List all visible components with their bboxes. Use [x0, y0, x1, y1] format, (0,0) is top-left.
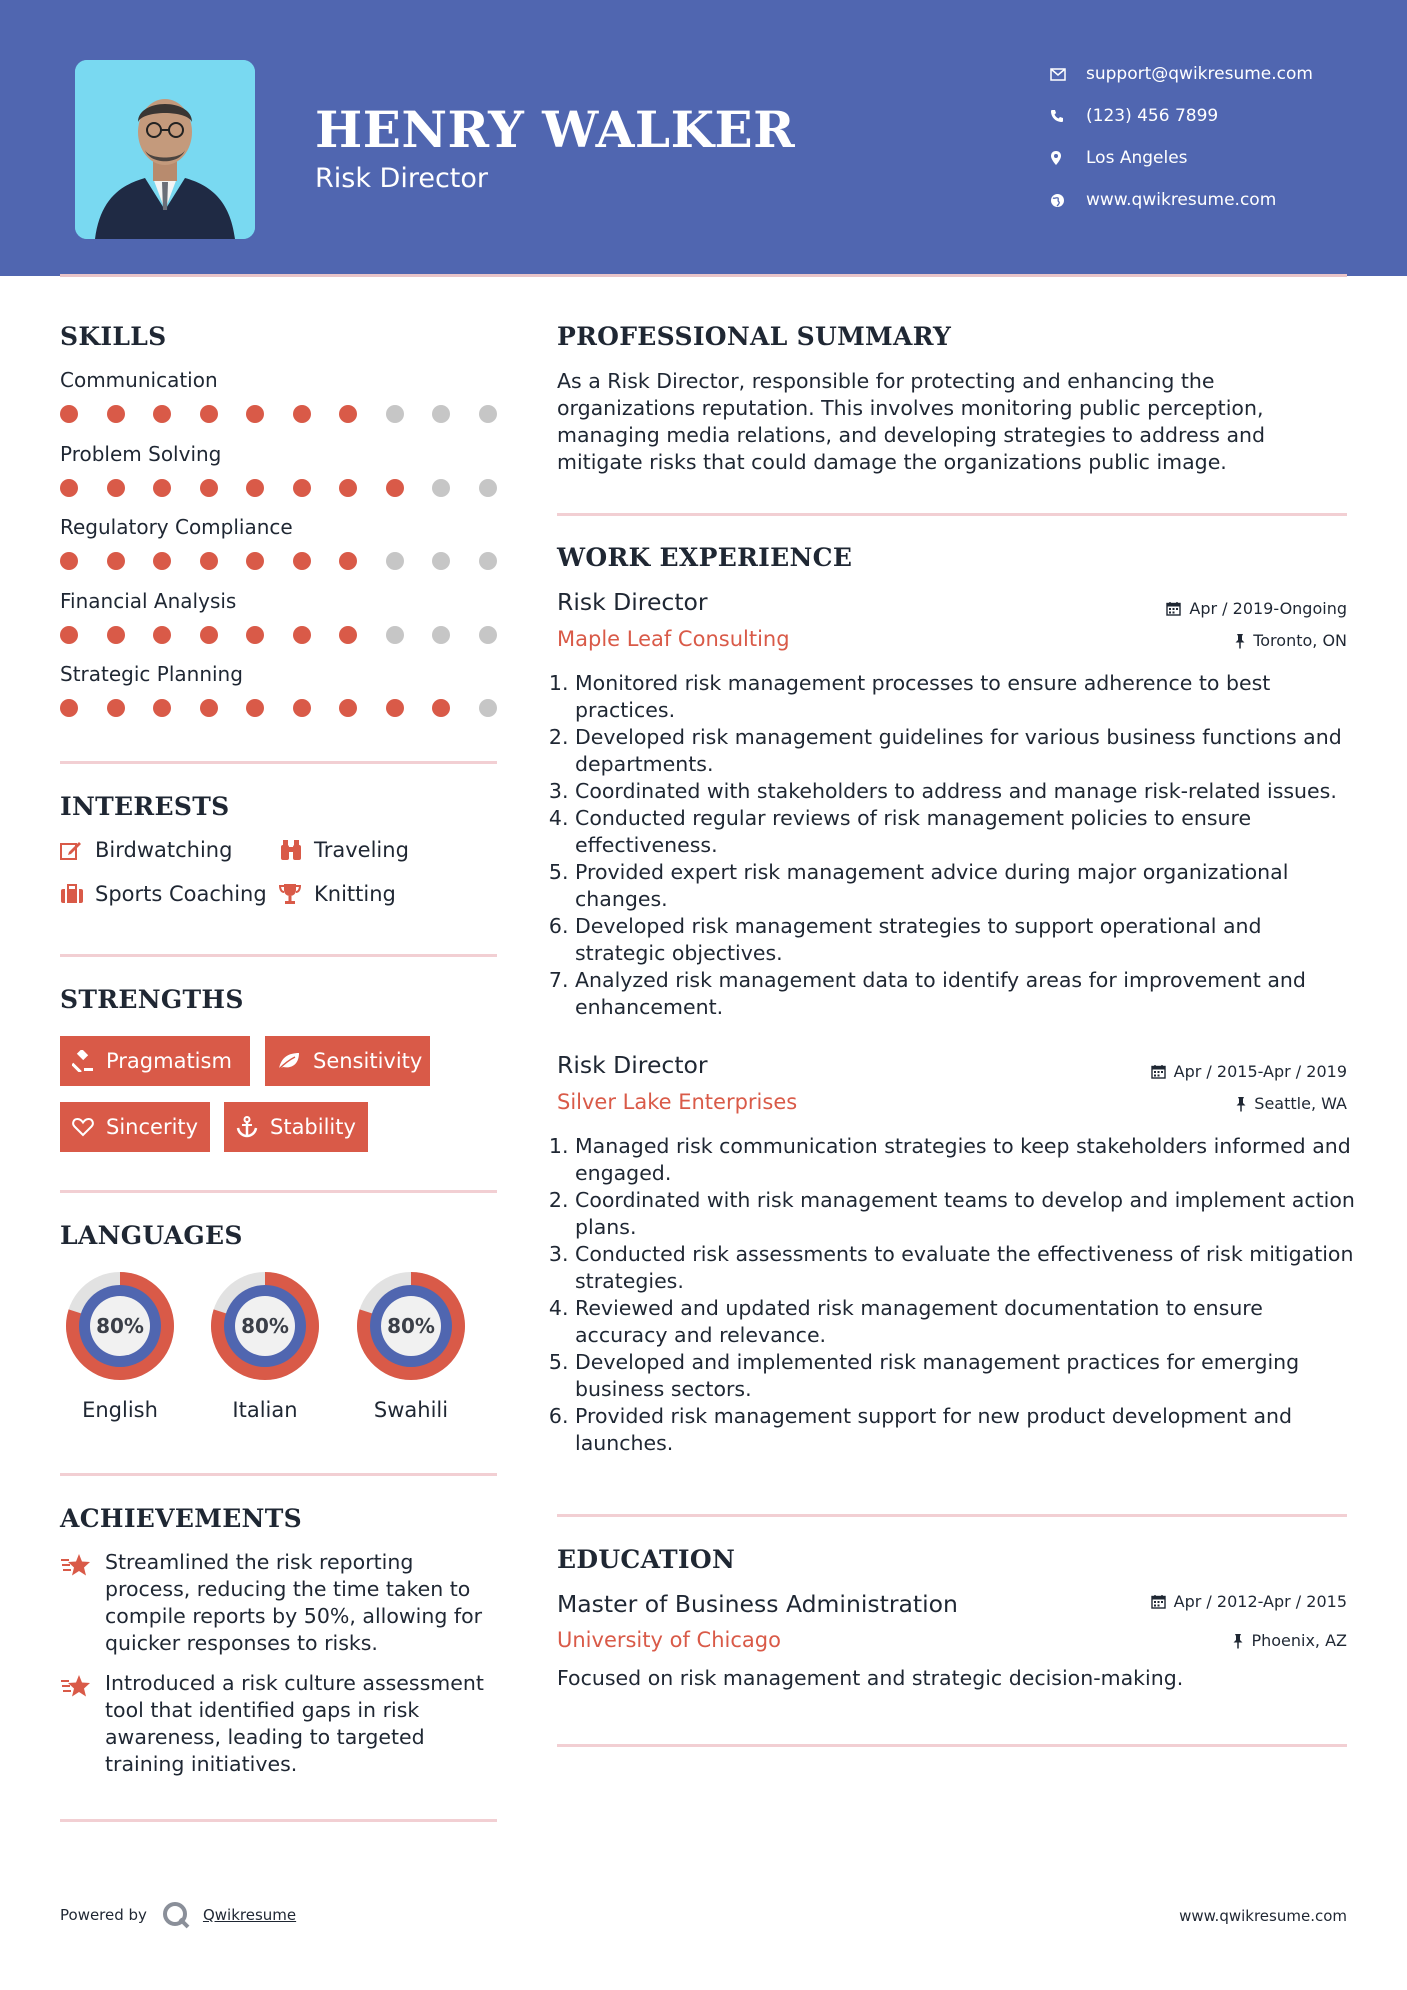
- strength-tag: [265, 1036, 430, 1086]
- education-dates-text: Apr / 2012-Apr / 2015: [1173, 1592, 1347, 1611]
- rating-dot-filled: [246, 626, 264, 644]
- education-heading: EDUCATION: [557, 1545, 736, 1574]
- rating-dot-filled: [293, 699, 311, 717]
- phone-text: (123) 456 7899: [1086, 106, 1219, 126]
- rating-dot-filled: [153, 552, 171, 570]
- leaf-icon: [277, 1051, 301, 1071]
- contact-phone[interactable]: [1050, 95, 1313, 137]
- strengths-divider: [60, 1190, 497, 1193]
- job-duties: [557, 1133, 1357, 1457]
- job-company: Maple Leaf Consulting: [557, 627, 790, 651]
- rating-dot-filled: [153, 405, 171, 423]
- contact-website[interactable]: [1050, 179, 1313, 221]
- calendar-icon: [1166, 601, 1181, 616]
- job-title: Risk Director: [557, 1051, 708, 1079]
- rating-dot-filled: [153, 699, 171, 717]
- skill-rating: [60, 626, 500, 646]
- job-location-text: Seattle, WA: [1254, 1094, 1347, 1113]
- achievement-item: [60, 1549, 500, 1657]
- strength-tag: [60, 1036, 250, 1086]
- interests-divider: [60, 954, 497, 957]
- rating-dot-filled: [339, 405, 357, 423]
- candidate-role: Risk Director: [315, 163, 489, 194]
- rating-dot-empty: [479, 479, 497, 497]
- rating-dot-empty: [432, 626, 450, 644]
- rating-dot-filled: [107, 699, 125, 717]
- footer-website[interactable]: www.qwikresume.com: [1179, 1907, 1347, 1925]
- rating-dot-empty: [479, 626, 497, 644]
- job-title: Risk Director: [557, 588, 708, 616]
- pushpin-icon: [1235, 633, 1245, 649]
- interest-item: [279, 882, 396, 906]
- duty-item: 1. Managed risk communication strategies to keep stakeholders informed and engaged.: [575, 1133, 1357, 1187]
- duty-item: 5. Developed and implemented risk management practices for emerging business sectors.: [575, 1349, 1357, 1403]
- skill-name: Financial Analysis: [60, 588, 237, 613]
- skills-heading: SKILLS: [60, 322, 167, 351]
- pushpin-icon: [1233, 1633, 1243, 1649]
- rating-dot-filled: [386, 699, 404, 717]
- phone-icon: [1050, 109, 1086, 123]
- heart-icon: [72, 1117, 94, 1137]
- language-gauge: [351, 1266, 471, 1422]
- achievement-text: Streamlined the risk reporting process, reducing the time taken to compile reports by 50%, allowing for quicker responses to risks.: [105, 1550, 483, 1655]
- strength-tag: [60, 1102, 210, 1152]
- achievements-divider: [60, 1819, 497, 1822]
- summary-heading: PROFESSIONAL SUMMARY: [557, 322, 952, 351]
- rating-dot-filled: [386, 479, 404, 497]
- job-dates-text: Apr / 2019-Ongoing: [1189, 599, 1347, 618]
- strength-label: Stability: [270, 1115, 356, 1139]
- strengths-heading: STRENGTHS: [60, 985, 244, 1014]
- rating-dot-filled: [293, 626, 311, 644]
- interest-label: Traveling: [314, 838, 409, 862]
- duty-item: 3. Conducted risk assessments to evaluate the effectiveness of risk mitigation strategies.: [575, 1241, 1357, 1295]
- language-percent: 80%: [387, 1314, 435, 1338]
- rating-dot-empty: [432, 479, 450, 497]
- skill-name: Strategic Planning: [60, 662, 243, 686]
- strength-label: Sensitivity: [313, 1049, 423, 1073]
- rating-dot-filled: [246, 479, 264, 497]
- skill-rating: [60, 405, 500, 425]
- language-donut: [205, 1266, 325, 1386]
- duty-item: 5. Provided expert risk management advice during major organizational changes.: [575, 859, 1357, 913]
- rating-dot-empty: [386, 626, 404, 644]
- duty-item: 1. Monitored risk management processes to ensure adherence to best practices.: [575, 670, 1357, 724]
- rating-dot-filled: [339, 699, 357, 717]
- rating-dot-filled: [60, 699, 78, 717]
- pushpin-icon: [1236, 1096, 1246, 1112]
- skill-rating: [60, 552, 500, 572]
- rating-dot-filled: [107, 405, 125, 423]
- language-name: Italian: [232, 1398, 298, 1422]
- achievement-item: [60, 1670, 500, 1778]
- language-percent: 80%: [241, 1314, 289, 1338]
- education-divider: [557, 1744, 1347, 1747]
- calendar-icon: [1151, 1594, 1166, 1609]
- globe-icon: [1050, 193, 1086, 208]
- language-name: English: [82, 1398, 158, 1422]
- skill-name: Regulatory Compliance: [60, 515, 293, 539]
- achievement-text: Introduced a risk culture assessment tool that identified gaps in risk awareness, leading to targeted training initiatives.: [105, 1671, 484, 1776]
- duty-item: 4. Conducted regular reviews of risk management policies to ensure effectiveness.: [575, 805, 1357, 859]
- profile-photo: [75, 60, 255, 239]
- language-donut: [60, 1266, 180, 1386]
- skill-name: Communication: [60, 368, 218, 392]
- skills-divider: [60, 761, 497, 764]
- interest-label: Birdwatching: [95, 838, 233, 862]
- languages-heading: LANGUAGES: [60, 1221, 243, 1250]
- rating-dot-empty: [386, 552, 404, 570]
- duty-item: 2. Coordinated with risk management teams to develop and implement action plans.: [575, 1187, 1357, 1241]
- skill-rating: [60, 699, 500, 719]
- language-gauge: [60, 1266, 180, 1422]
- qwikresume-logo-icon: [161, 1900, 191, 1930]
- rating-dot-empty: [479, 552, 497, 570]
- languages-divider: [60, 1473, 497, 1476]
- rating-dot-filled: [107, 552, 125, 570]
- degree-title: Master of Business Administration: [557, 1590, 958, 1618]
- education-location: [1233, 1631, 1347, 1650]
- pencil-square-icon: [60, 840, 95, 860]
- star-medal-icon: [60, 1549, 105, 1657]
- binoculars-icon: [279, 839, 314, 861]
- duty-item: 2. Developed risk management guidelines for various business functions and departments.: [575, 724, 1357, 778]
- interest-item: [279, 838, 409, 862]
- resume-header: [0, 0, 1407, 276]
- qwikresume-link[interactable]: Qwikresume: [202, 1906, 297, 1924]
- job-company: Silver Lake Enterprises: [557, 1090, 798, 1114]
- star-medal-icon: [60, 1670, 105, 1778]
- interests-heading: INTERESTS: [60, 792, 230, 821]
- rating-dot-filled: [246, 405, 264, 423]
- rating-dot-filled: [200, 699, 218, 717]
- rating-dot-filled: [60, 479, 78, 497]
- contact-location: [1050, 137, 1313, 179]
- location-text: Los Angeles: [1086, 148, 1188, 168]
- duty-item: 3. Coordinated with stakeholders to address and manage risk-related issues.: [575, 778, 1357, 805]
- rating-dot-empty: [432, 405, 450, 423]
- education-location-text: Phoenix, AZ: [1251, 1631, 1347, 1650]
- trophy-icon: [279, 883, 314, 905]
- skill-name: Problem Solving: [60, 441, 222, 466]
- candidate-name: HENRY WALKER: [315, 100, 796, 159]
- briefcase-icon: [60, 884, 95, 904]
- duty-item: 7. Analyzed risk management data to identify areas for improvement and enhancement.: [575, 967, 1357, 1021]
- rating-dot-filled: [293, 405, 311, 423]
- language-name: Swahili: [373, 1398, 449, 1422]
- job-dates-text: Apr / 2015-Apr / 2019: [1173, 1062, 1347, 1081]
- contact-list: [1050, 53, 1313, 221]
- envelope-icon: [1050, 68, 1086, 81]
- duty-item: 6. Developed risk management strategies to support operational and strategic objectives.: [575, 913, 1357, 967]
- rating-dot-filled: [153, 626, 171, 644]
- rating-dot-filled: [246, 552, 264, 570]
- interest-item: [60, 838, 232, 862]
- skill-rating: [60, 479, 500, 499]
- job-dates: [1166, 599, 1347, 618]
- rating-dot-filled: [293, 479, 311, 497]
- interest-label: Knitting: [314, 882, 396, 906]
- rating-dot-empty: [432, 552, 450, 570]
- rating-dot-filled: [60, 405, 78, 423]
- website-text: www.qwikresume.com: [1086, 190, 1277, 210]
- map-pin-icon: [1050, 150, 1086, 166]
- rating-dot-filled: [60, 552, 78, 570]
- rating-dot-filled: [339, 626, 357, 644]
- anchor-icon: [236, 1116, 258, 1138]
- rating-dot-filled: [339, 552, 357, 570]
- summary-text: As a Risk Director, responsible for protecting and enhancing the organizations reputation. This involves monitoring public perception, managing media relations, and developing strategies to address and mitigate risks that could damage the organizations public image.: [557, 369, 1266, 474]
- rating-dot-filled: [200, 552, 218, 570]
- duty-item: 6. Provided risk management support for new product development and launches.: [575, 1403, 1357, 1457]
- job-dates: [1151, 1062, 1347, 1081]
- language-donut: [351, 1266, 471, 1386]
- job-location-text: Toronto, ON: [1253, 631, 1347, 650]
- interest-label: Sports Coaching: [95, 882, 267, 906]
- language-percent: 80%: [96, 1314, 144, 1338]
- strength-label: Pragmatism: [106, 1049, 232, 1073]
- email-text: support@qwikresume.com: [1086, 64, 1313, 84]
- footer-branding: [60, 1900, 296, 1930]
- contact-email[interactable]: [1050, 53, 1313, 95]
- summary-divider: [557, 513, 1347, 516]
- rating-dot-filled: [200, 626, 218, 644]
- rating-dot-filled: [107, 479, 125, 497]
- gavel-icon: [72, 1050, 94, 1072]
- job-location: [1235, 631, 1347, 650]
- strength-tag: [224, 1102, 368, 1152]
- language-gauge: [205, 1266, 325, 1422]
- calendar-icon: [1151, 1064, 1166, 1079]
- rating-dot-filled: [60, 626, 78, 644]
- school-name: University of Chicago: [557, 1628, 781, 1652]
- rating-dot-filled: [432, 699, 450, 717]
- header-divider: [60, 274, 1347, 277]
- rating-dot-filled: [246, 699, 264, 717]
- job-location: [1236, 1094, 1347, 1113]
- rating-dot-filled: [153, 479, 171, 497]
- duty-item: 4. Reviewed and updated risk management documentation to ensure accuracy and relevance.: [575, 1295, 1357, 1349]
- rating-dot-filled: [200, 479, 218, 497]
- rating-dot-filled: [339, 479, 357, 497]
- experience-heading: WORK EXPERIENCE: [557, 543, 853, 572]
- interest-item: [60, 882, 267, 906]
- powered-by-text: Powered by: [60, 1906, 147, 1924]
- education-dates: [1151, 1592, 1347, 1611]
- education-description: Focused on risk management and strategic decision-making.: [557, 1666, 1184, 1690]
- rating-dot-empty: [386, 405, 404, 423]
- experience-divider: [557, 1514, 1347, 1517]
- rating-dot-empty: [479, 405, 497, 423]
- rating-dot-filled: [200, 405, 218, 423]
- achievements-heading: ACHIEVEMENTS: [60, 1504, 302, 1533]
- strength-label: Sincerity: [106, 1115, 199, 1139]
- rating-dot-empty: [479, 699, 497, 717]
- rating-dot-filled: [293, 552, 311, 570]
- rating-dot-filled: [107, 626, 125, 644]
- job-duties: [557, 670, 1357, 1021]
